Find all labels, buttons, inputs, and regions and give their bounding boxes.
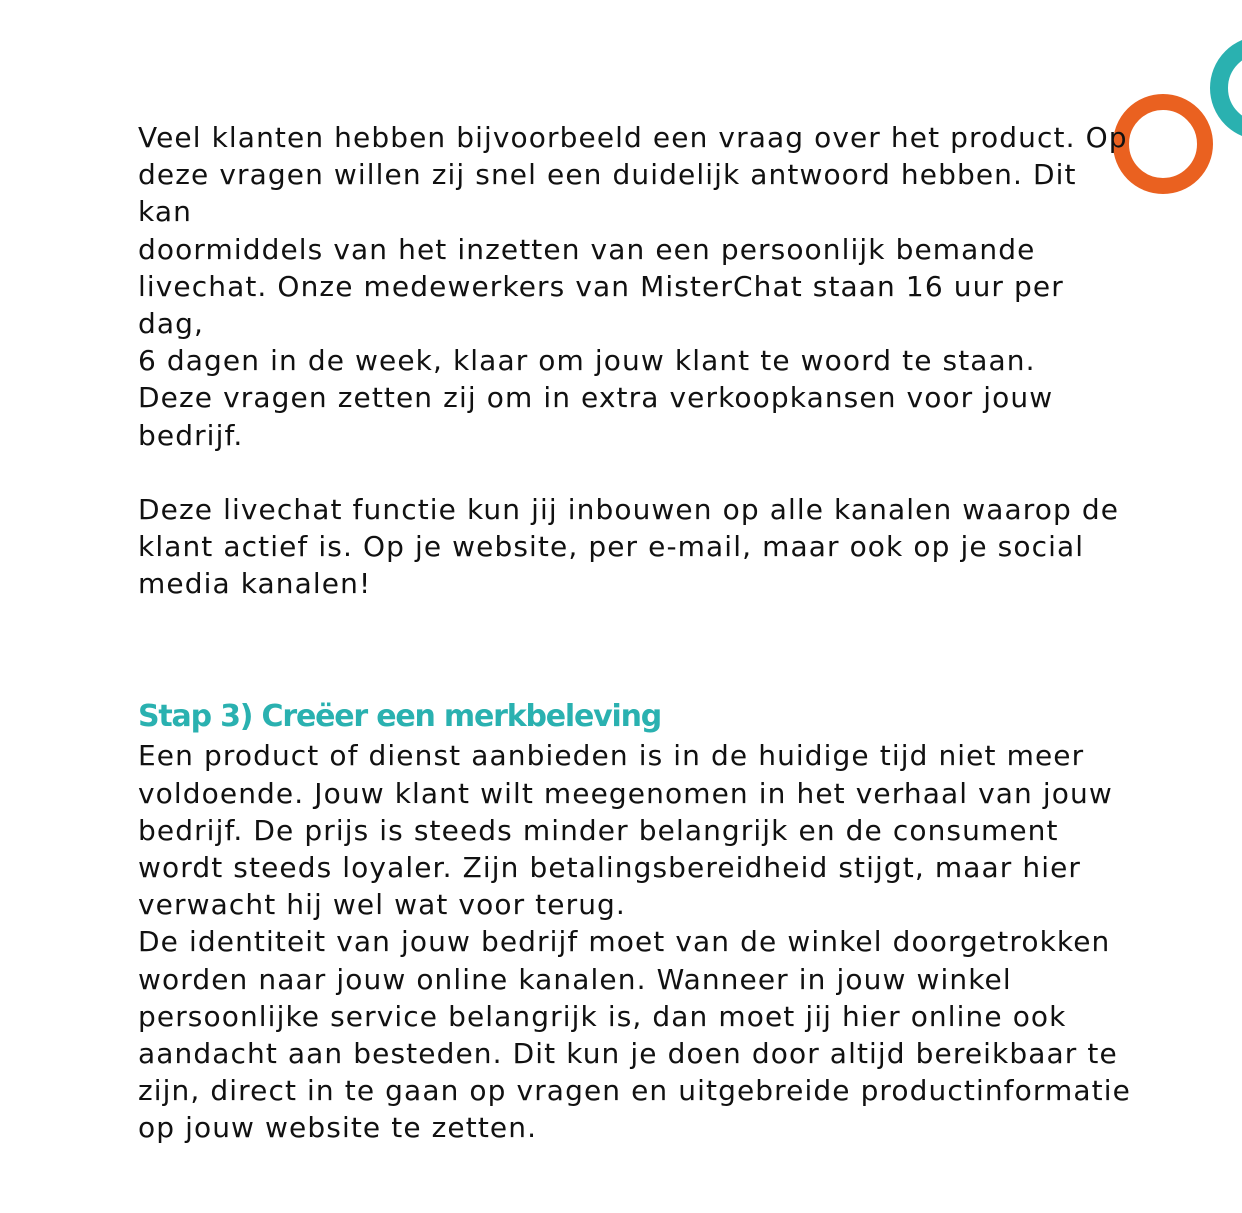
section-heading-step-3: Stap 3) Creëer een merkbeleving: [138, 699, 662, 735]
article-body: [138, 119, 1138, 1147]
spacer: [138, 602, 1138, 697]
spacer: [138, 454, 1138, 491]
paragraph-brand-experience: Een product of dienst aanbieden is in de huidige tijd niet meer voldoende. Jouw klant wilt meegenomen in het verhaal van jouw bedrijf. De prijs is steeds minder belangrijk en de consument wordt steeds loyaler. Zijn betalingsbereidheid stijgt, maar hier verwacht hij wel wat voor terug. De identiteit van jouw bedrijf moet van de winkel doorgetrokken worden naar jouw online kanalen. Wanneer in jouw winkel persoonlijke service belangrijk is, dan moet jij hier online ook aandacht aan besteden. Dit kun je doen door altijd bereikbaar te zijn, direct in te gaan op vragen en uitgebreide productinformatie op jouw website te zetten.: [138, 739, 1131, 1145]
teal-ring-icon: [1219, 45, 1242, 131]
paragraph-intro: Veel klanten hebben bijvoorbeeld een vraag over het product. Op deze vragen willen zij snel een duidelijk antwoord hebben. Dit kan doormiddels van het inzetten van een persoonlijk bemande livechat. Onze medewerkers van MisterChat staan 16 uur per dag, 6 dagen in de week, klaar om jouw klant te woord te staan. Deze vragen zetten zij om in extra verkoopkansen voor jouw bedrijf.: [138, 121, 1128, 452]
paragraph-channels: Deze livechat functie kun jij inbouwen op alle kanalen waarop de klant actief is. Op je website, per e-mail, maar ook op je social media kanalen!: [138, 492, 1120, 601]
